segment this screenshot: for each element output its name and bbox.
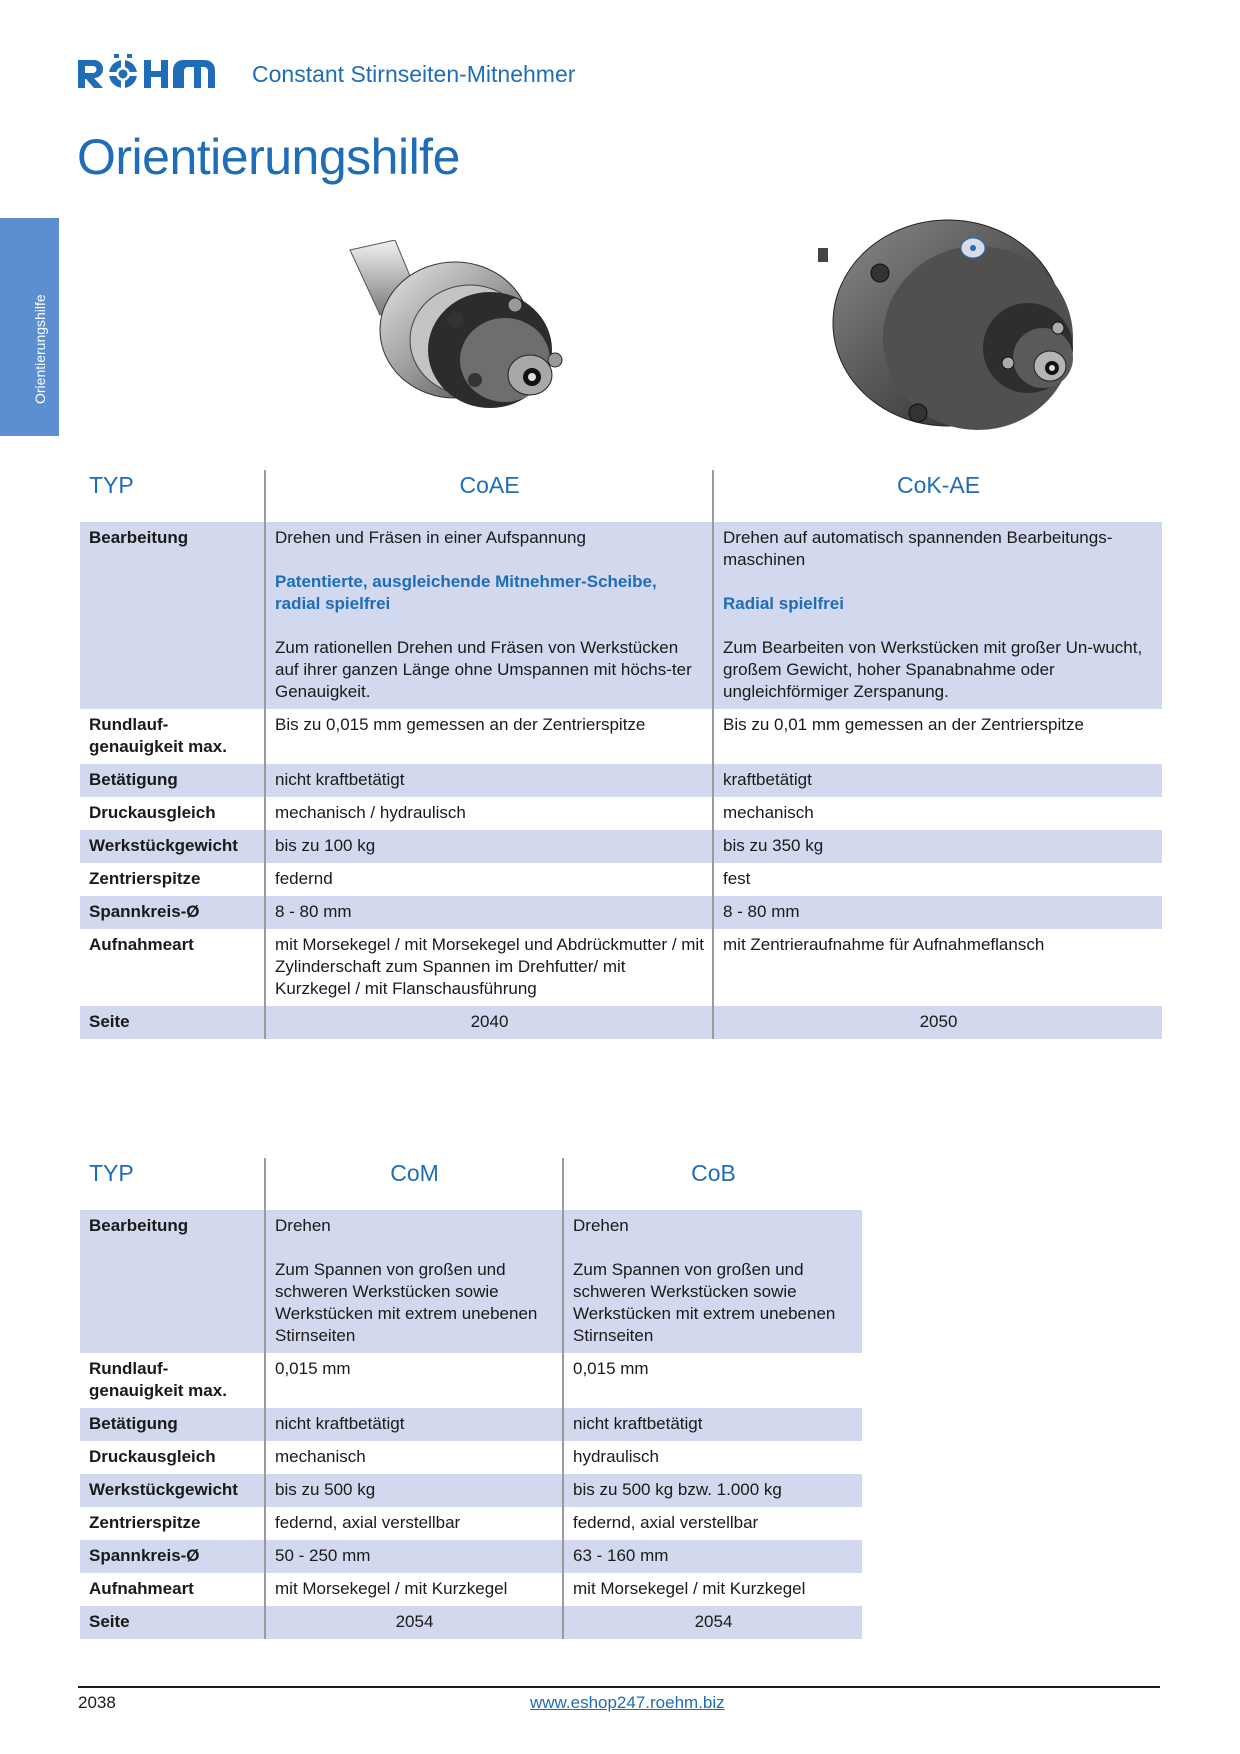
table-cell: fest	[723, 869, 751, 888]
row-label: Werkstückgewicht	[80, 830, 265, 863]
comparison-table-1	[80, 470, 1162, 1039]
cell-description: Zum Bearbeiten von Werkstücken mit großer Un-wucht, großem Gewicht, hoher Spanabnahme oder ungleichförmiger Zerspanung.	[723, 638, 1143, 701]
table-cell: nicht kraftbetätigt	[265, 1408, 563, 1441]
table-cell: federnd, axial verstellbar	[573, 1513, 759, 1532]
table-cell: Bis zu 0,01 mm gemessen an der Zentrierspitze	[723, 715, 1084, 734]
table-row	[80, 929, 1162, 1006]
table-cell: mit Morsekegel / mit Kurzkegel	[265, 1573, 563, 1606]
table-cell: mit Morsekegel / mit Morsekegel und Abdrückmutter / mit Zylinderschaft zum Spannen im Drehfutter/ mit Kurzkegel / mit Flanschausführung	[265, 929, 713, 1006]
table-row	[80, 830, 1162, 863]
table-cell: mit Morsekegel / mit Kurzkegel	[573, 1579, 806, 1598]
table-row	[80, 1210, 862, 1353]
table-cell: bis zu 100 kg	[265, 830, 713, 863]
table-row	[80, 709, 1162, 764]
table-cell: nicht kraftbetätigt	[563, 1408, 862, 1441]
page-reference: 2050	[713, 1006, 1162, 1039]
cell-text: Drehen	[275, 1216, 331, 1235]
row-label: Werkstückgewicht	[80, 1474, 265, 1507]
table-row	[80, 1474, 862, 1507]
row-label: Zentrierspitze	[80, 863, 265, 896]
table-cell: mit Zentrieraufnahme für Aufnahmeflansch	[723, 935, 1045, 954]
type-label: TYP	[80, 1158, 265, 1210]
table-row	[80, 764, 1162, 797]
column-header-cob: CoB	[563, 1158, 862, 1210]
roehm-logo	[78, 54, 218, 94]
table-row	[80, 863, 1162, 896]
table-cell: bis zu 350 kg	[713, 830, 1162, 863]
table-cell: Bis zu 0,015 mm gemessen an der Zentrierspitze	[265, 709, 713, 764]
table-cell: mechanisch / hydraulisch	[265, 797, 713, 830]
column-header-com: CoM	[265, 1158, 563, 1210]
table-row	[80, 1006, 1162, 1039]
row-label: Spannkreis-Ø	[80, 896, 265, 929]
row-label: Betätigung	[80, 1408, 265, 1441]
table-header-row	[80, 470, 1162, 522]
side-tab[interactable]	[0, 218, 59, 436]
document-subtitle: Constant Stirnseiten-Mitnehmer	[252, 61, 576, 87]
table-cell: nicht kraftbetätigt	[265, 764, 713, 797]
table-cell: federnd	[265, 863, 713, 896]
row-label: Zentrierspitze	[80, 1507, 265, 1540]
highlight-text: Radial spielfrei	[723, 594, 844, 613]
side-tab-label: Orientierungshilfe	[32, 294, 48, 404]
table-cell: 8 - 80 mm	[265, 896, 713, 929]
cell-description: Zum rationellen Drehen und Fräsen von Werkstücken auf ihrer ganzen Länge ohne Umspannen mit höchs-ter Genauigkeit.	[275, 638, 692, 701]
cell-description: Zum Spannen von großen und schweren Werkstücken sowie Werkstücken mit extrem unebenen Stirnseiten	[275, 1260, 538, 1345]
table-cell: bis zu 500 kg	[265, 1474, 563, 1507]
table-cell	[563, 1210, 862, 1353]
coae-product-image	[340, 240, 610, 440]
page-number: 2038	[78, 1693, 116, 1712]
table-cell: 63 - 160 mm	[563, 1540, 862, 1573]
column-header-coae: CoAE	[265, 470, 713, 522]
row-label: Druckausgleich	[80, 797, 265, 830]
row-label: Seite	[80, 1606, 265, 1639]
row-label: Spannkreis-Ø	[80, 1540, 265, 1573]
table-row	[80, 1573, 862, 1606]
type-label: TYP	[80, 470, 265, 522]
table-cell: mechanisch	[265, 1441, 563, 1474]
highlight-text: Patentierte, ausgleichende Mitnehmer-Scheibe, radial spielfrei	[275, 572, 657, 613]
cell-text: Drehen	[573, 1216, 629, 1235]
row-label: Betätigung	[80, 764, 265, 797]
table-row	[80, 797, 1162, 830]
row-label: Druckausgleich	[80, 1441, 265, 1474]
table-row	[80, 522, 1162, 709]
table-header-row	[80, 1158, 862, 1210]
table-cell: kraftbetätigt	[713, 764, 1162, 797]
footer-divider	[78, 1686, 1160, 1688]
table-cell: hydraulisch	[573, 1447, 659, 1466]
row-label: Rundlauf-genauigkeit max.	[80, 1353, 265, 1408]
cell-text: Drehen und Fräsen in einer Aufspannung	[275, 528, 586, 547]
page-title: Orientierungshilfe	[77, 129, 460, 185]
table-row	[80, 1353, 862, 1408]
page-reference: 2040	[265, 1006, 713, 1039]
row-label: Seite	[80, 1006, 265, 1039]
table-row	[80, 1441, 862, 1474]
table-cell: 8 - 80 mm	[713, 896, 1162, 929]
row-label: Bearbeitung	[80, 522, 265, 709]
table-row	[80, 896, 1162, 929]
table-cell	[265, 1210, 563, 1353]
table-cell	[265, 522, 713, 709]
table-cell: 0,015 mm	[573, 1359, 649, 1378]
page-reference: 2054	[563, 1606, 862, 1639]
comparison-table-2	[80, 1158, 862, 1639]
table-cell: 0,015 mm	[265, 1353, 563, 1408]
shop-link[interactable]: www.eshop247.roehm.biz	[530, 1693, 725, 1712]
table-row	[80, 1540, 862, 1573]
row-label: Aufnahmeart	[80, 929, 265, 1006]
row-label: Aufnahmeart	[80, 1573, 265, 1606]
table-cell: federnd, axial verstellbar	[265, 1507, 563, 1540]
row-label: Rundlauf-genauigkeit max.	[80, 709, 265, 764]
page-reference: 2054	[265, 1606, 563, 1639]
column-header-cok-ae: CoK-AE	[713, 470, 1162, 522]
table-row	[80, 1606, 862, 1639]
table-cell: bis zu 500 kg bzw. 1.000 kg	[563, 1474, 862, 1507]
cell-description: Zum Spannen von großen und schweren Werkstücken sowie Werkstücken mit extrem unebenen Stirnseiten	[573, 1260, 836, 1345]
table-row	[80, 1507, 862, 1540]
row-label: Bearbeitung	[80, 1210, 265, 1353]
table-cell: mechanisch	[723, 803, 814, 822]
table-cell	[713, 522, 1162, 709]
cell-text: Drehen auf automatisch spannenden Bearbeitungs-maschinen	[723, 528, 1113, 569]
table-cell: 50 - 250 mm	[265, 1540, 563, 1573]
cok-ae-product-image	[818, 218, 1088, 440]
table-row	[80, 1408, 862, 1441]
